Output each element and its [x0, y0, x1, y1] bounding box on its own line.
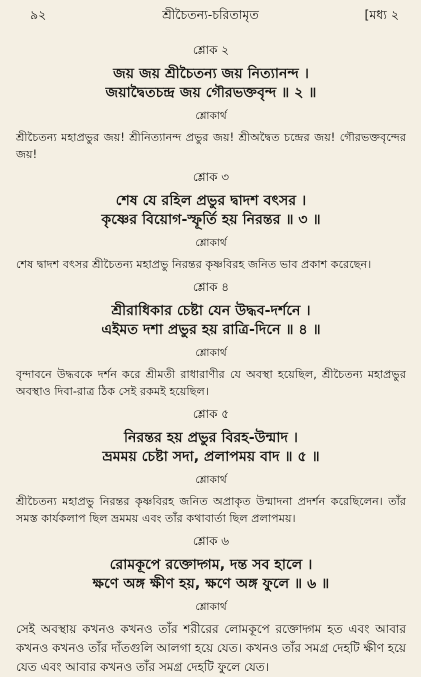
page-body: [16, 36, 406, 677]
sloka-section: [16, 279, 406, 400]
page-number: ৯২: [30, 7, 47, 22]
verse-line: শেষ যে রহিল প্রভুর দ্বাদশ বৎসর ।: [115, 193, 307, 209]
verse-line: শ্রীরাধিকার চেষ্টা যেন উদ্ধব-দর্শনে ।: [111, 303, 311, 319]
translation-heading: শ্লোকার্থ: [195, 110, 227, 122]
running-title: শ্রীচৈতন্য-চরিতামৃত: [162, 7, 259, 22]
sloka-heading: শ্লোক ৪: [192, 280, 230, 294]
translation-text: শ্রীচৈতন্য মহাপ্রভু নিরন্তর কৃষ্ণবিরহ জনিত অপ্রাকৃত উন্মাদনা প্রদর্শন করেছিলেন। তাঁর সমস্ত কার্যকলাপ ছিল ভ্রমময় এবং তাঁর কথাবার্তা ছিল প্রলাপময়।: [16, 495, 406, 525]
sloka-section: [16, 406, 406, 527]
translation-heading: শ্লোকার্থ: [195, 237, 227, 249]
sloka-section: [16, 169, 406, 273]
sloka-heading: শ্লোক ৩: [192, 170, 230, 184]
verse-line: ভ্রমময় চেষ্টা সদা, প্রলাপময় বাদ ॥ ৫ ॥: [102, 449, 320, 465]
verse-line: জয় জয় শ্রীচৈতন্য জয় নিত্যানন্দ ।: [113, 66, 309, 82]
translation-heading: শ্লোকার্থ: [195, 347, 227, 359]
translation-text: শেষ দ্বাদশ বৎসর শ্রীচৈতন্য মহাপ্রভু নিরন্তর কৃষ্ণবিরহ জনিত ভাব প্রকাশ করেছেন।: [16, 258, 372, 271]
page-header: [0, 4, 421, 26]
sloka-heading: শ্লোক ৫: [192, 407, 230, 421]
translation-heading: শ্লোকার্থ: [195, 474, 227, 486]
translation-text: বৃন্দাবনে উদ্ধবকে দর্শন করে শ্রীমতী রাধারাণীর যে অবস্থা হয়েছিল, শ্রীচৈতন্য মহাপ্রভুর অবস্থাও দিবা-রাত্র ঠিক সেই রকমই হয়েছিল।: [16, 368, 406, 398]
verse-line: রোমকূপে রক্তোদ্গম, দন্ত সব হালে ।: [109, 557, 313, 573]
verse-line: জয়াদ্বৈতচন্দ্র জয় গৌরভক্তবৃন্দ ॥ ২ ॥: [105, 85, 317, 101]
sloka-section: [16, 42, 406, 163]
sloka-heading: শ্লোক ৬: [192, 534, 230, 548]
translation-heading: শ্লোকার্থ: [195, 601, 227, 613]
verse-line: এইমত দশা প্রভুর হয় রাত্রি-দিনে ॥ ৪ ॥: [101, 322, 321, 338]
translation-text: সেই অবস্থায় কখনও কখনও তাঁর শরীরের লোমকূপে রক্তোদ্গম হত এবং আবার কখনও কখনও তাঁর দাঁতগুলি আলগা হয়ে যেত। কখনও তাঁর সমগ্র দেহটি ক্ষীণ হয়ে যেত এবং আবার কখনও তাঁর সমগ্র দেহটি ফুলে যেত।: [16, 622, 406, 674]
sloka-heading: শ্লোক ২: [192, 43, 230, 57]
verse-line: ক্ষণে অঙ্গ ক্ষীণ হয়, ক্ষণে অঙ্গ ফুলে ॥ ৬ ॥: [92, 576, 330, 592]
translation-text: শ্রীচৈতন্য মহাপ্রভুর জয়! শ্রীনিত্যানন্দ প্রভুর জয়! শ্রীঅদ্বৈত চন্দ্রের জয়! গৌরভক্তবৃন্দের জয়!: [16, 131, 406, 161]
verse-line: কৃষ্ণের বিয়োগ-স্ফূর্তি হয় নিরন্তর ॥ ৩ ॥: [101, 212, 321, 228]
section-marker: [মধ্য ২: [364, 7, 399, 22]
sloka-section: [16, 533, 406, 677]
verse-line: নিরন্তর হয় প্রভুর বিরহ-উন্মাদ ।: [124, 430, 298, 446]
